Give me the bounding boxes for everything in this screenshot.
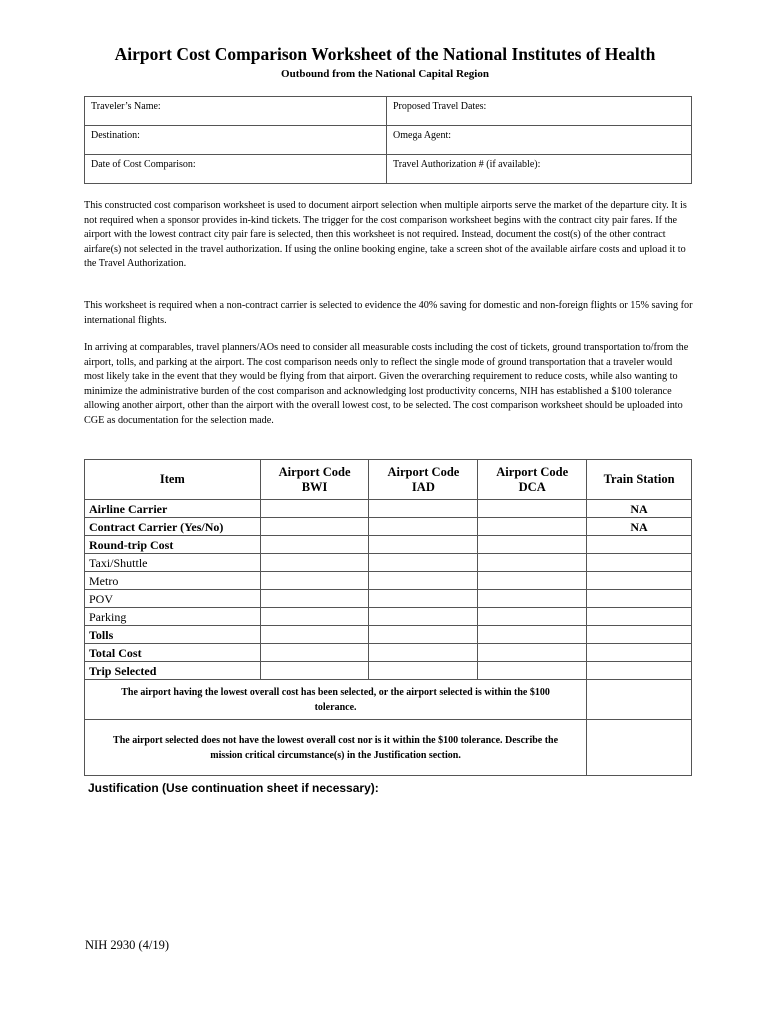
cell-bwi[interactable] [260,536,369,554]
cell-iad[interactable] [369,518,478,536]
row-label: Parking [85,608,261,626]
cell-dca[interactable] [478,518,587,536]
table-row [85,644,692,662]
cell-dca[interactable] [478,536,587,554]
cell-train[interactable] [587,572,692,590]
travel-authorization-field[interactable]: Travel Authorization # (if available): [387,155,692,184]
cell-iad[interactable] [369,608,478,626]
train-station-header: Train Station [587,460,692,500]
instructions-paragraph-2: This worksheet is required when a non-contract carrier is selected to evidence the 40% saving for domestic and non-foreign flights or 15% saving for international flights. [84,300,693,326]
cell-train[interactable] [587,662,692,680]
cell-bwi[interactable] [260,644,369,662]
cell-train-na: NA [587,500,692,518]
instructions-paragraph-3: In arriving at comparables, travel planners/AOs need to consider all measurable costs including the cost of tickets, ground transportation to/from the airport, tolls, and parking at the airport. The cost comparison needs only to reflect the single mode of ground transportation that a traveler would most likely take in the event that they would be flying from that airport. Given the overarching requirement to reduce costs, while also wanting to minimize the administrative burden of the cost comparison and acknowledging lost productivity concerns, NIH has established a $100 tolerance allowing another airport, other than the airport with the overall lowest cost, to be selected. The cost comparison worksheet should be uploaded into CGE as documentation for the selection made. [84,342,689,426]
table-row [85,518,692,536]
cell-iad[interactable] [369,572,478,590]
info-row [85,126,692,155]
cell-bwi[interactable] [260,608,369,626]
item-header: Item [85,460,261,500]
cell-dca[interactable] [478,608,587,626]
table-row [85,554,692,572]
table-row [85,680,692,720]
row-label: Round-trip Cost [85,536,261,554]
table-header-row [85,460,692,500]
row-label: Taxi/Shuttle [85,554,261,572]
lowest-cost-checkbox-cell[interactable] [587,680,692,720]
cell-bwi[interactable] [260,572,369,590]
cell-bwi[interactable] [260,590,369,608]
cell-dca[interactable] [478,572,587,590]
cell-dca[interactable] [478,662,587,680]
row-label: Airline Carrier [85,500,261,518]
not-lowest-cost-checkbox-cell[interactable] [587,720,692,776]
date-of-cost-comparison-field[interactable]: Date of Cost Comparison: [85,155,387,184]
cell-iad[interactable] [369,536,478,554]
table-row [85,590,692,608]
cell-iad[interactable] [369,590,478,608]
table-row [85,626,692,644]
bwi-header: Airport Code BWI [260,460,369,500]
table-row [85,572,692,590]
traveler-info-table [84,96,692,184]
cell-bwi[interactable] [260,554,369,572]
instructions-paragraph-1: This constructed cost comparison worksheet is used to document airport selection when multiple airports serve the market of the departure city. It is not required when a sponsor provides in-kind tickets. The trigger for the cost comparison worksheet begins with the contract city pair fares. If the airport with the lowest contract city pair fare is selected, then this worksheet is not required. Instead, document the cost(s) of the other contract airfare(s) not selected in the travel authorization. If using the online booking engine, take a screen shot of the available airfare costs and upload it to the Travel Authorization. [84,200,687,270]
cell-dca[interactable] [478,644,587,662]
omega-agent-field[interactable]: Omega Agent: [387,126,692,155]
form-number: NIH 2930 (4/19) [85,938,170,952]
page-title: Airport Cost Comparison Worksheet of the National Institutes of Health [114,44,656,64]
cell-bwi[interactable] [260,518,369,536]
cell-dca[interactable] [478,554,587,572]
cell-iad[interactable] [369,554,478,572]
table-row [85,608,692,626]
cell-dca[interactable] [478,590,587,608]
proposed-travel-dates-field[interactable]: Proposed Travel Dates: [387,97,692,126]
table-row [85,536,692,554]
cell-bwi[interactable] [260,626,369,644]
not-lowest-cost-statement: The airport selected does not have the lowest overall cost nor is it within the $100 tolerance. Describe the mission critical circumstance(s) in the Justification section. [85,720,587,776]
row-label: Total Cost [85,644,261,662]
lowest-cost-statement: The airport having the lowest overall cost has been selected, or the airport selected is within the $100 tolerance. [85,680,587,720]
cell-bwi[interactable] [260,500,369,518]
row-label: Contract Carrier (Yes/No) [85,518,261,536]
table-row [85,500,692,518]
dca-header: Airport Code DCA [478,460,587,500]
cell-iad[interactable] [369,500,478,518]
info-row [85,97,692,126]
cell-train[interactable] [587,644,692,662]
cell-train-na: NA [587,518,692,536]
cell-dca[interactable] [478,626,587,644]
cost-comparison-table [84,459,692,776]
iad-header: Airport Code IAD [369,460,478,500]
cell-train[interactable] [587,536,692,554]
table-row [85,720,692,776]
info-row [85,155,692,184]
page-subtitle: Outbound from the National Capital Region [281,68,489,80]
cell-train[interactable] [587,608,692,626]
justification-label: Justification (Use continuation sheet if necessary): [88,781,379,795]
cell-iad[interactable] [369,626,478,644]
cell-train[interactable] [587,590,692,608]
row-label: Tolls [85,626,261,644]
cell-iad[interactable] [369,662,478,680]
cell-iad[interactable] [369,644,478,662]
cell-bwi[interactable] [260,662,369,680]
destination-field[interactable]: Destination: [85,126,387,155]
row-label: Metro [85,572,261,590]
travelers-name-field[interactable]: Traveler’s Name: [85,97,387,126]
row-label: POV [85,590,261,608]
cell-train[interactable] [587,554,692,572]
table-row [85,662,692,680]
row-label: Trip Selected [85,662,261,680]
cell-train[interactable] [587,626,692,644]
cell-dca[interactable] [478,500,587,518]
